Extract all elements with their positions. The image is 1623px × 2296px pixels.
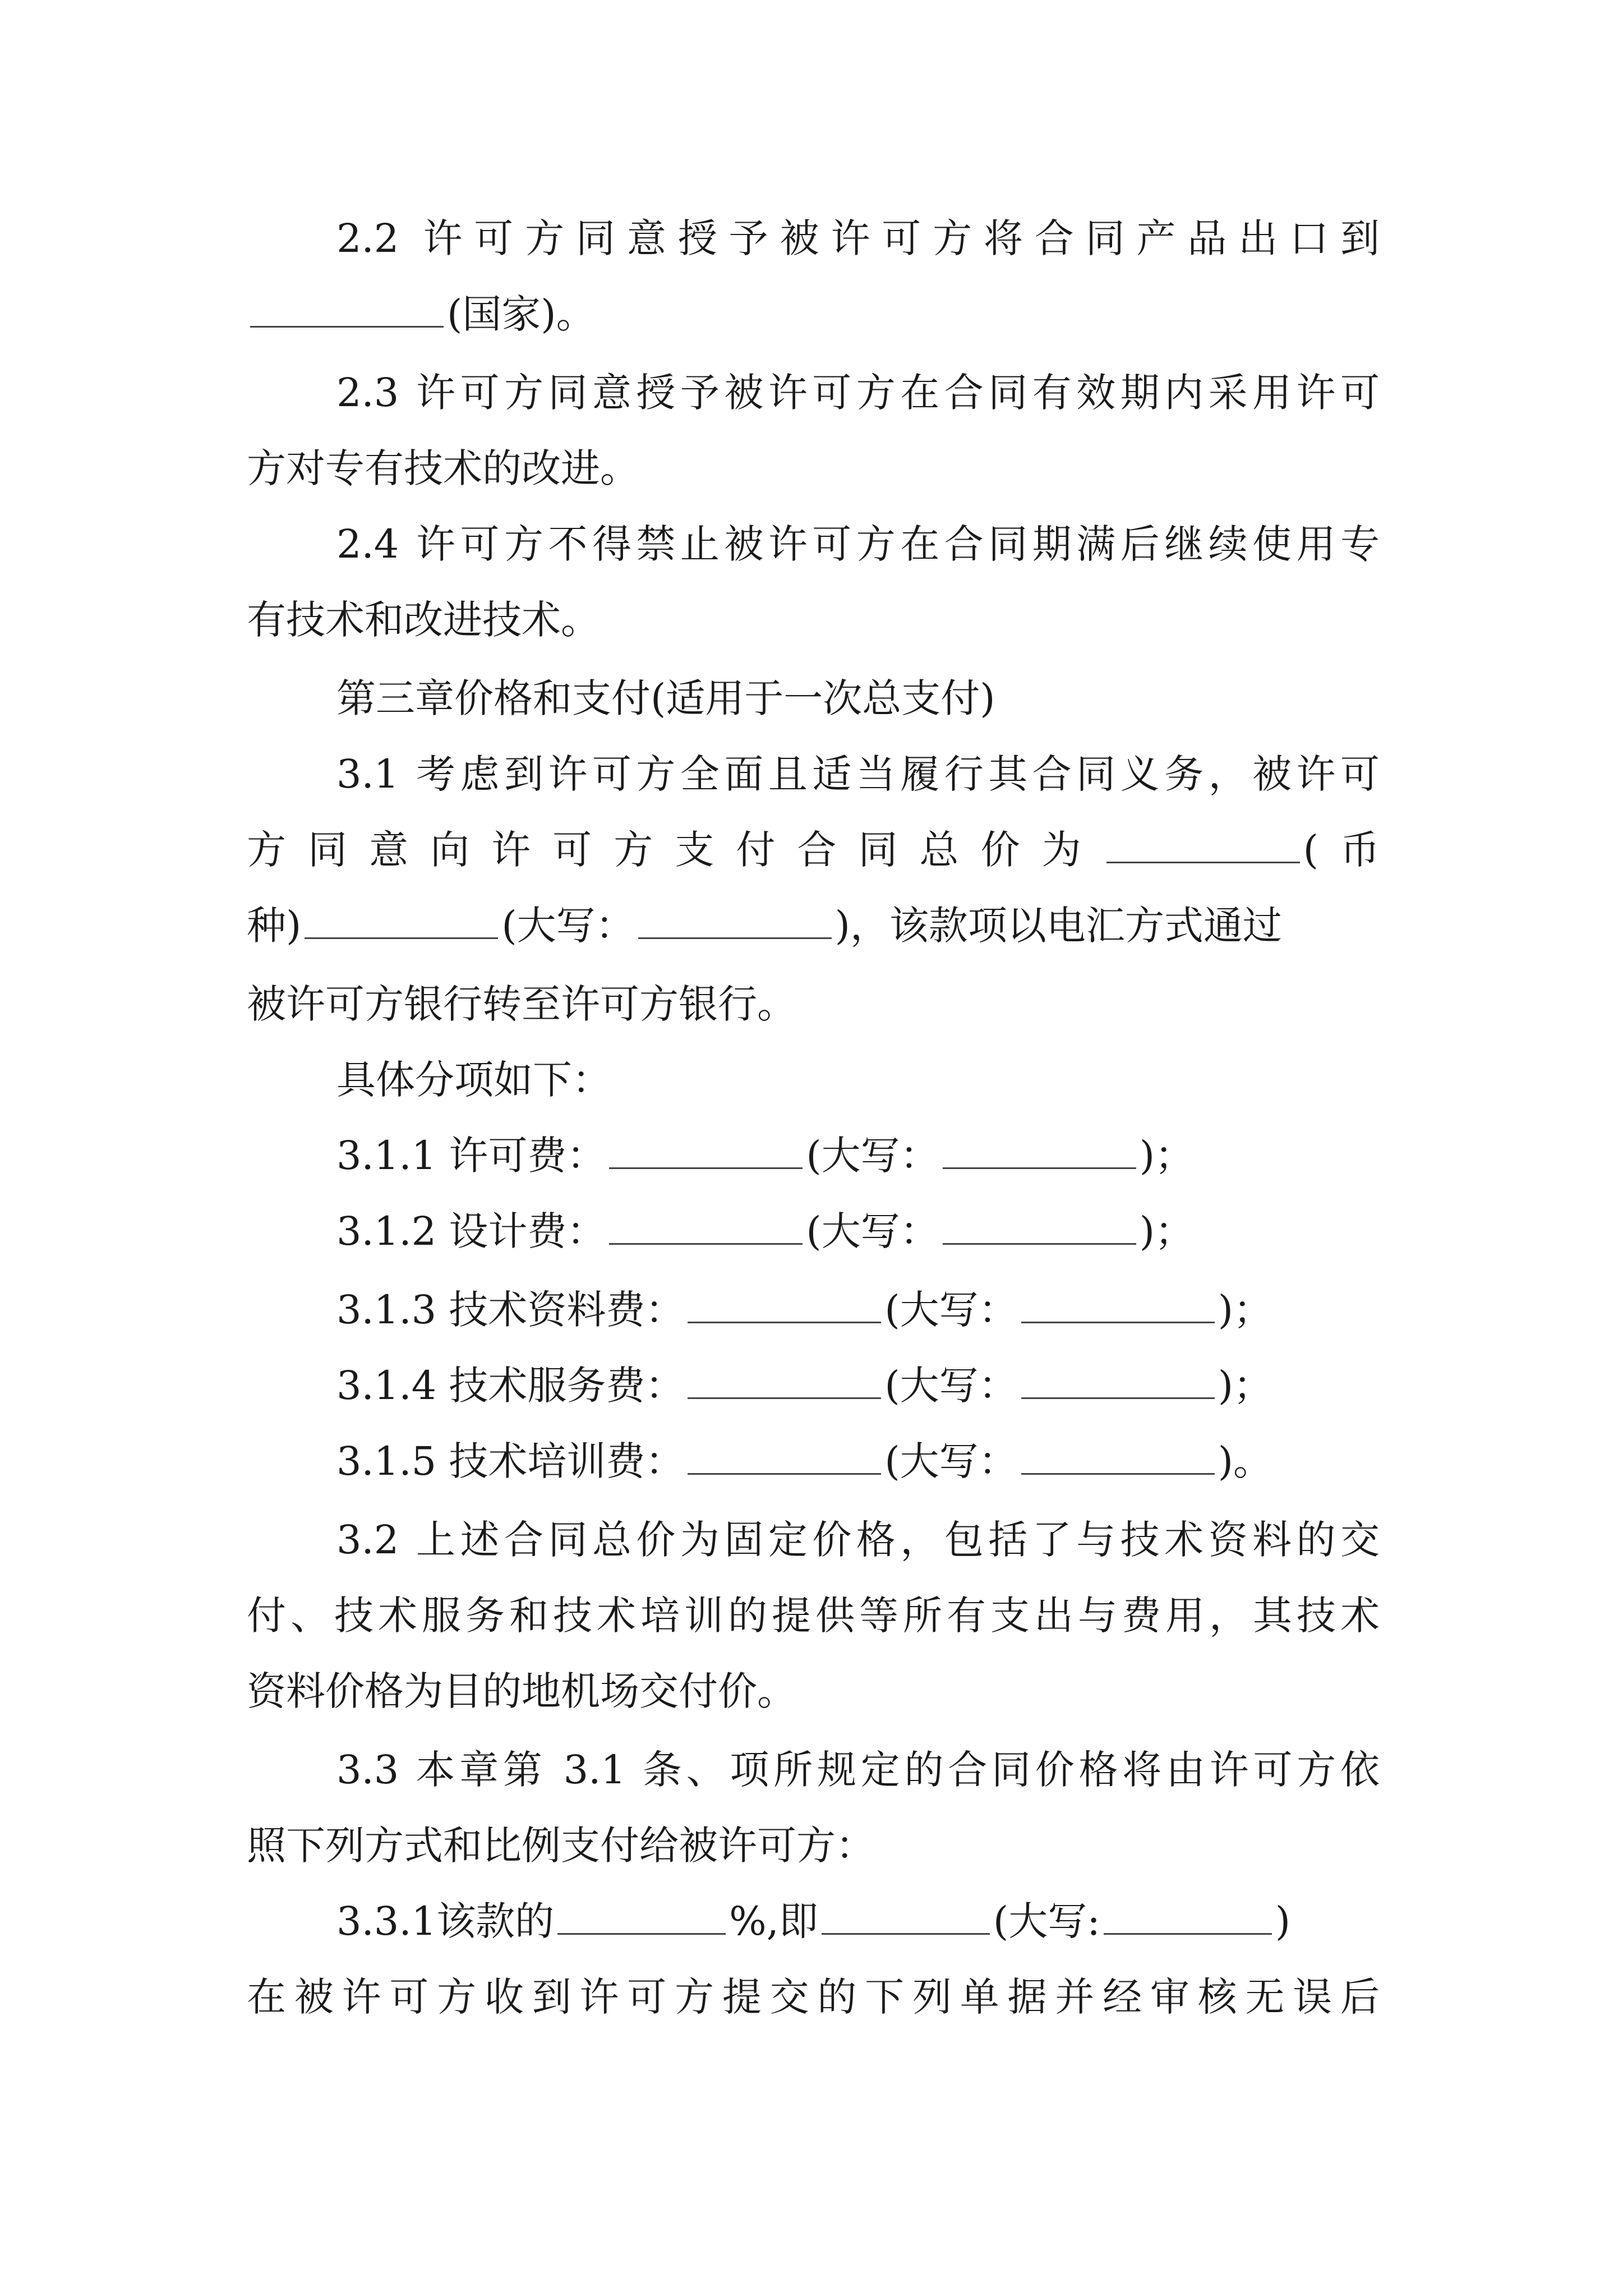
blank-country[interactable] <box>250 286 444 328</box>
label-capital: (大写： <box>884 1438 1018 1484</box>
blank-amount-capital[interactable] <box>1104 1893 1272 1935</box>
label-training-fee: 3.1.5 技术培训费： <box>336 1438 685 1484</box>
clause-3-1-line2 <box>247 813 1380 886</box>
clause-2-4: 2.4 许可方不得禁止被许可方在合同期满后继续使用专 <box>336 521 1380 567</box>
blank-percentage[interactable] <box>557 1893 726 1935</box>
clause-3-2-line2: 付、技术服务和技术培训的提供等所有支出与费用，其技术 <box>247 1593 1380 1639</box>
clause-2-2: 2.2 许可方同意授予被许可方将合同产品出口到 <box>336 215 1380 261</box>
label-tech-docs-fee: 3.1.3 技术资料费： <box>336 1287 685 1333</box>
blank-capital-amount[interactable] <box>638 897 832 939</box>
text-currency-close: 种) <box>247 903 302 949</box>
blank-license-fee[interactable] <box>609 1127 803 1169</box>
chapter-3-heading: 第三章价格和支付(适用于一次总支付) <box>336 675 995 721</box>
item-3-1-5 <box>336 1425 1380 1498</box>
clause-3-2-line3: 资料价格为目的地机场交付价。 <box>247 1668 796 1714</box>
clause-3-2: 3.2 上述合同总价为固定价格，包括了与技术资料的交 <box>336 1517 1380 1563</box>
text-item-end: )。 <box>1218 1438 1272 1484</box>
item-3-1-1 <box>336 1119 1380 1192</box>
blank-currency[interactable] <box>305 897 498 939</box>
text-close-paren: ) <box>1275 1898 1291 1944</box>
clause-3-3-1-line2: 在被许可方收到许可方提交的下列单据并经审核无误后 <box>247 1974 1380 2020</box>
label-license-fee: 3.1.1 许可费： <box>336 1133 606 1179</box>
label-capital: (大写： <box>806 1208 939 1254</box>
clause-2-2-cont <box>247 278 1380 351</box>
clause-3-1: 3.1 考虑到许可方全面且适当履行其合同义务，被许可 <box>336 751 1380 797</box>
item-3-1-4 <box>336 1349 1380 1422</box>
text-item-end: )； <box>1218 1363 1272 1409</box>
label-capital: (大写： <box>884 1287 1018 1333</box>
clause-3-1-line3 <box>247 889 1380 962</box>
text-item-end: )； <box>1218 1287 1272 1333</box>
label-design-fee: 3.1.2 设计费： <box>336 1208 606 1254</box>
text-total-price: 方同意向许可方支付合同总价为 <box>247 827 1103 873</box>
blank-tech-docs-fee[interactable] <box>688 1281 881 1323</box>
blank-tech-service-fee[interactable] <box>688 1357 881 1399</box>
clause-2-4-cont: 有技术和改进技术。 <box>247 597 600 643</box>
blank-training-fee-capital[interactable] <box>1021 1433 1215 1475</box>
text-percent-sign: %,即 <box>729 1898 818 1944</box>
clause-3-3-line2: 照下列方式和比例支付给被许可方： <box>247 1823 875 1869</box>
label-capital: (大写： <box>884 1363 1018 1409</box>
label-capital: (大写： <box>806 1133 939 1179</box>
item-3-1-2 <box>336 1195 1380 1268</box>
clause-3-3-1 <box>336 1885 1380 1958</box>
blank-training-fee[interactable] <box>688 1433 881 1475</box>
text-currency-open: (币 <box>1303 827 1380 873</box>
text-country-suffix: (国家)。 <box>447 291 596 337</box>
breakdown-intro: 具体分项如下： <box>336 1057 611 1103</box>
clause-3-1-line4: 被许可方银行转至许可方银行。 <box>247 981 796 1027</box>
blank-design-fee[interactable] <box>609 1203 803 1245</box>
blank-design-fee-capital[interactable] <box>943 1203 1136 1245</box>
item-3-1-3 <box>336 1273 1380 1346</box>
clause-2-3-cont: 方对专有技术的改进。 <box>247 445 639 491</box>
clause-2-3: 2.3 许可方同意授予被许可方在合同有效期内采用许可 <box>336 370 1380 416</box>
blank-amount[interactable] <box>822 1893 990 1935</box>
text-capital-label: (大写： <box>501 903 635 949</box>
text-payment-share: 3.3.1该款的 <box>336 1898 555 1944</box>
blank-license-fee-capital[interactable] <box>943 1127 1136 1169</box>
blank-total-price[interactable] <box>1106 821 1300 863</box>
blank-tech-service-fee-capital[interactable] <box>1021 1357 1215 1399</box>
label-capital: (大写: <box>993 1898 1100 1944</box>
clause-3-3: 3.3 本章第 3.1 条、项所规定的合同价格将由许可方依 <box>336 1747 1380 1793</box>
text-wire-transfer: )，该款项以电汇方式通过 <box>834 903 1282 949</box>
blank-tech-docs-fee-capital[interactable] <box>1021 1281 1215 1323</box>
text-item-end: )； <box>1139 1133 1194 1179</box>
text-item-end: )； <box>1139 1208 1194 1254</box>
label-tech-service-fee: 3.1.4 技术服务费： <box>336 1363 685 1409</box>
